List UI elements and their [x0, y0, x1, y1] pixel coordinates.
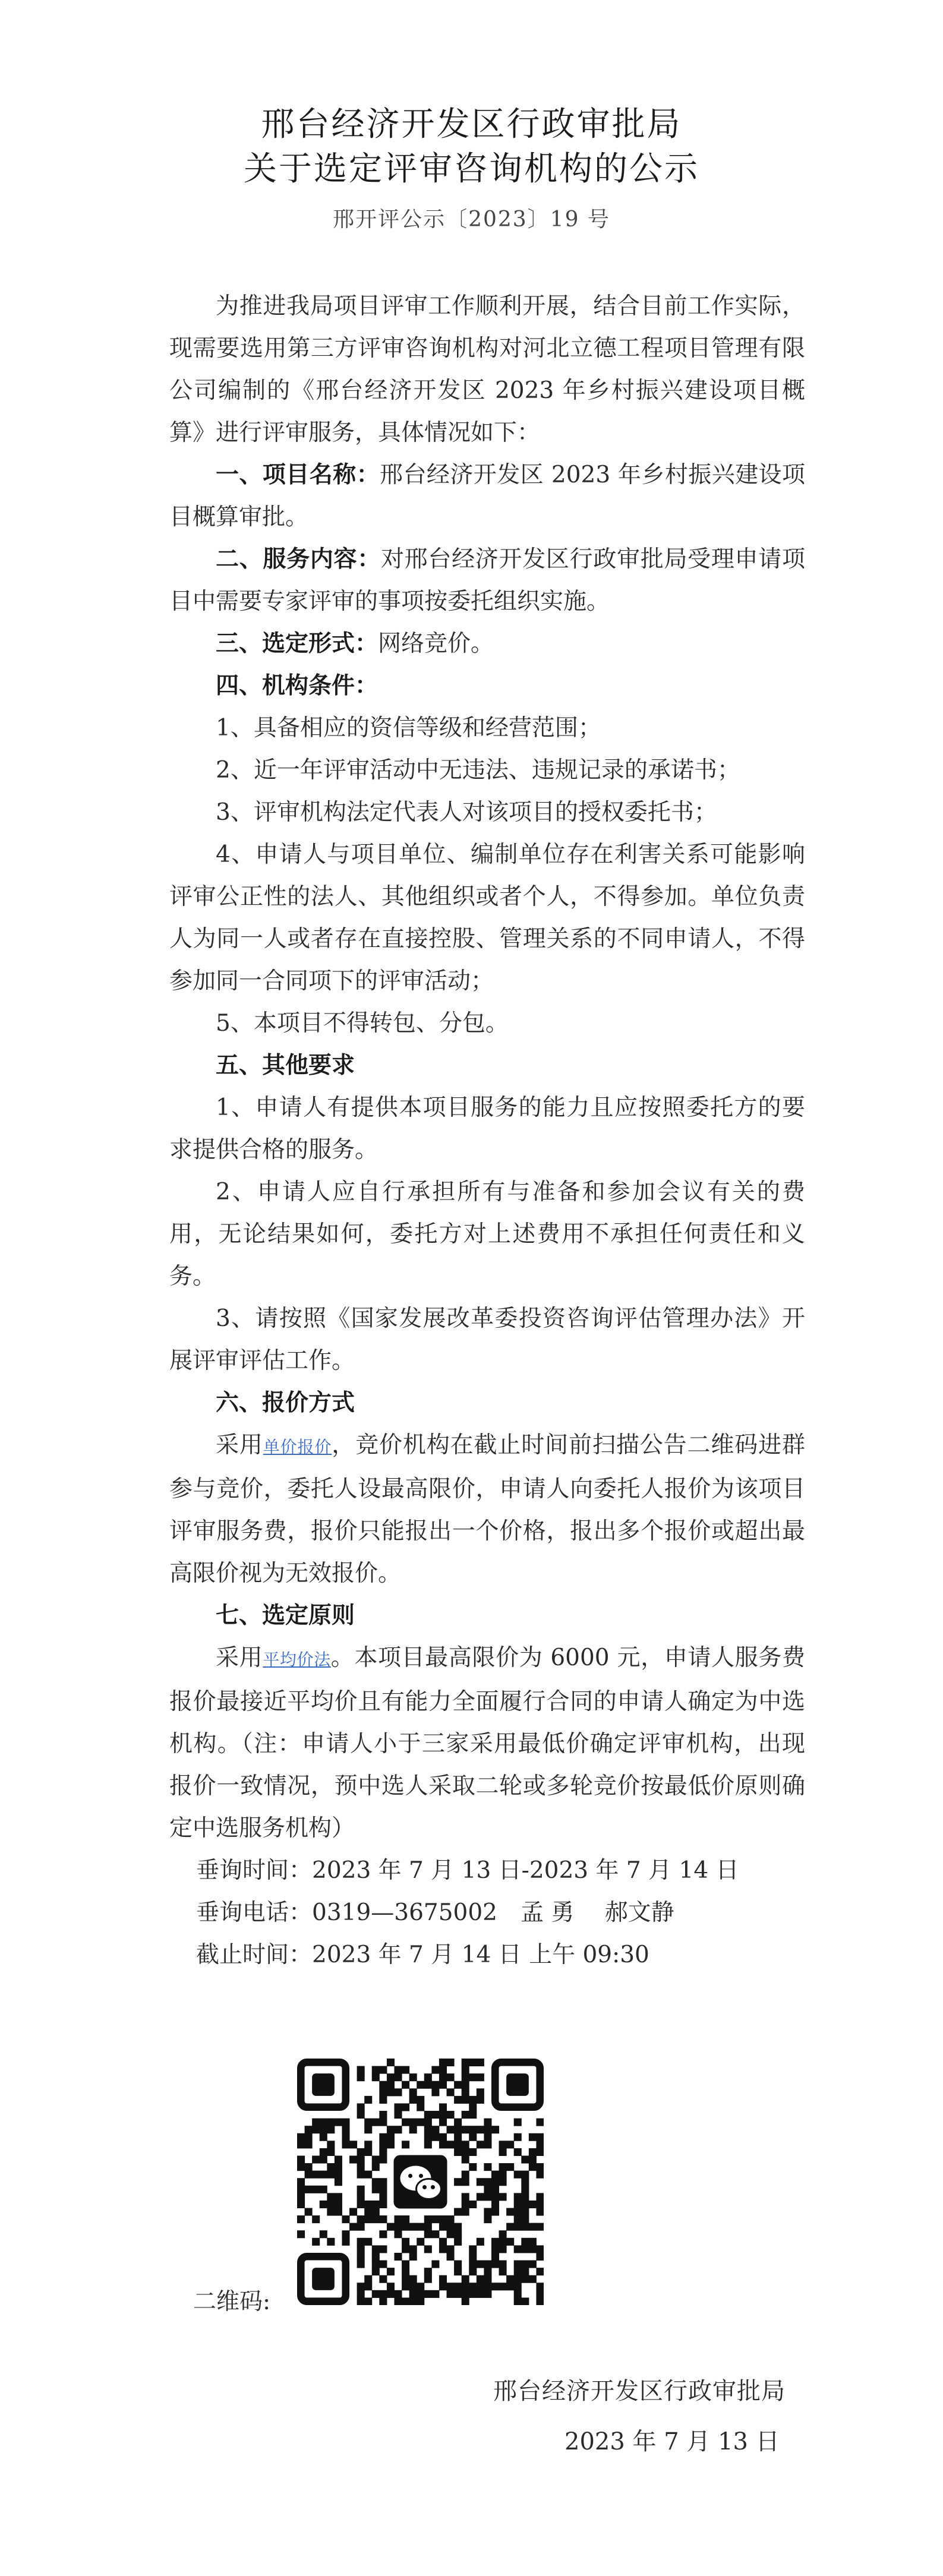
- title-line-1: 邢台经济开发区行政审批局: [261, 105, 682, 144]
- deadline: 截止时间：2023 年 7 月 14 日 上午 09:30: [196, 1942, 649, 1968]
- qr-label: 二维码:: [193, 2288, 271, 2315]
- requirement-item: 3、请按照《国家发展改革委投资咨询评估管理办法》开展评审评估工作。: [169, 1305, 805, 1374]
- unit-price-link[interactable]: 单价报价: [263, 1437, 332, 1457]
- section-6-prefix: 采用: [216, 1432, 263, 1459]
- requirement-item: 1、申请人有提供本项目服务的能力且应按照委托方的要求提供合格的服务。: [169, 1094, 805, 1163]
- document-number: 邢开评公示〔2023〕19 号: [333, 207, 610, 232]
- section-6-text: [169, 1424, 805, 1595]
- average-price-link[interactable]: 平均价法: [263, 1650, 331, 1669]
- section-2: [169, 538, 805, 623]
- condition-item: 3、评审机构法定代表人对该项目的授权委托书；: [216, 799, 717, 826]
- section-1-text: 邢台经济开发区 2023 年乡村振兴建设项目概算审批。: [169, 462, 805, 531]
- intro-paragraph: 为推进我局项目评审工作顺利开展，结合目前工作实际，现需要选用第三方评审咨询机构对河北立德工程项目管理有限公司编制的《邢台经济开发区 2023 年乡村振兴建设项目概算》进行评审服务，具体情况如下：: [169, 293, 805, 446]
- section-1-label: 一、项目名称：: [216, 462, 380, 488]
- section-2-text: 对邢台经济开发区行政审批局受理申请项目中需要专家评审的事项按委托组织实施。: [169, 546, 805, 615]
- inquiry-time: 垂询时间：2023 年 7 月 13 日-2023 年 7 月 14 日: [196, 1857, 739, 1884]
- section-7-text: [169, 1637, 805, 1849]
- condition-item: 1、具备相应的资信等级和经营范围；: [216, 715, 601, 741]
- section-7-prefix: 采用: [216, 1644, 263, 1671]
- condition-item: 5、本项目不得转包、分包。: [216, 1010, 509, 1037]
- inquiry-phone: 垂询电话：0319—3675002 孟 勇 郝文静: [196, 1899, 674, 1926]
- section-7-heading: 七、选定原则: [216, 1602, 355, 1629]
- wechat-icon: [392, 2154, 449, 2211]
- condition-item: 2、近一年评审活动中无违法、违规记录的承诺书；: [216, 757, 740, 784]
- qr-code-image: [297, 2059, 544, 2305]
- section-3: [169, 623, 805, 665]
- section-6-heading: 六、报价方式: [216, 1390, 355, 1416]
- title-line-2: 关于选定评审咨询机构的公示: [244, 150, 699, 188]
- section-4-heading: 四、机构条件：: [216, 673, 379, 699]
- requirement-item: 2、申请人应自行承担所有与准备和参加会议有关的费用，无论结果如何，委托方对上述费用不承担任何责任和义务。: [169, 1179, 805, 1290]
- notice-body: [169, 285, 805, 1976]
- section-5-heading: 五、其他要求: [216, 1052, 355, 1079]
- issuer-signature: 邢台经济开发区行政审批局: [493, 2378, 786, 2405]
- section-3-label: 三、选定形式：: [216, 630, 379, 657]
- condition-item: 4、申请人与项目单位、编制单位存在利害关系可能影响评审公正性的法人、其他组织或者个人，不得参加。单位负责人为同一人或者存在直接控股、管理关系的不同申请人，不得参加同一合同项下的评审活动；: [169, 841, 805, 995]
- qr-code[interactable]: [297, 2059, 544, 2305]
- section-3-text: 网络竞价。: [378, 630, 494, 657]
- section-7-body: 。本项目最高限价为 6000 元，申请人服务费报价最接近平均价且有能力全面履行合同的申请人确定为中选机构。（注：申请人小于三家采用最低价确定评审机构，出现报价一致情况，预中选人采取二轮或多轮竞价按最低价原则确定中选服务机构）: [169, 1644, 805, 1842]
- issue-date: 2023 年 7 月 13 日: [564, 2428, 780, 2455]
- section-1: [169, 454, 805, 538]
- section-2-label: 二、服务内容：: [216, 546, 381, 573]
- section-6-body: ，竞价机构在截止时间前扫描公告二维码进群参与竞价，委托人设最高限价，申请人向委托人报价为该项目评审服务费，报价只能报出一个价格，报出多个报价或超出最高限价视为无效报价。: [169, 1432, 805, 1587]
